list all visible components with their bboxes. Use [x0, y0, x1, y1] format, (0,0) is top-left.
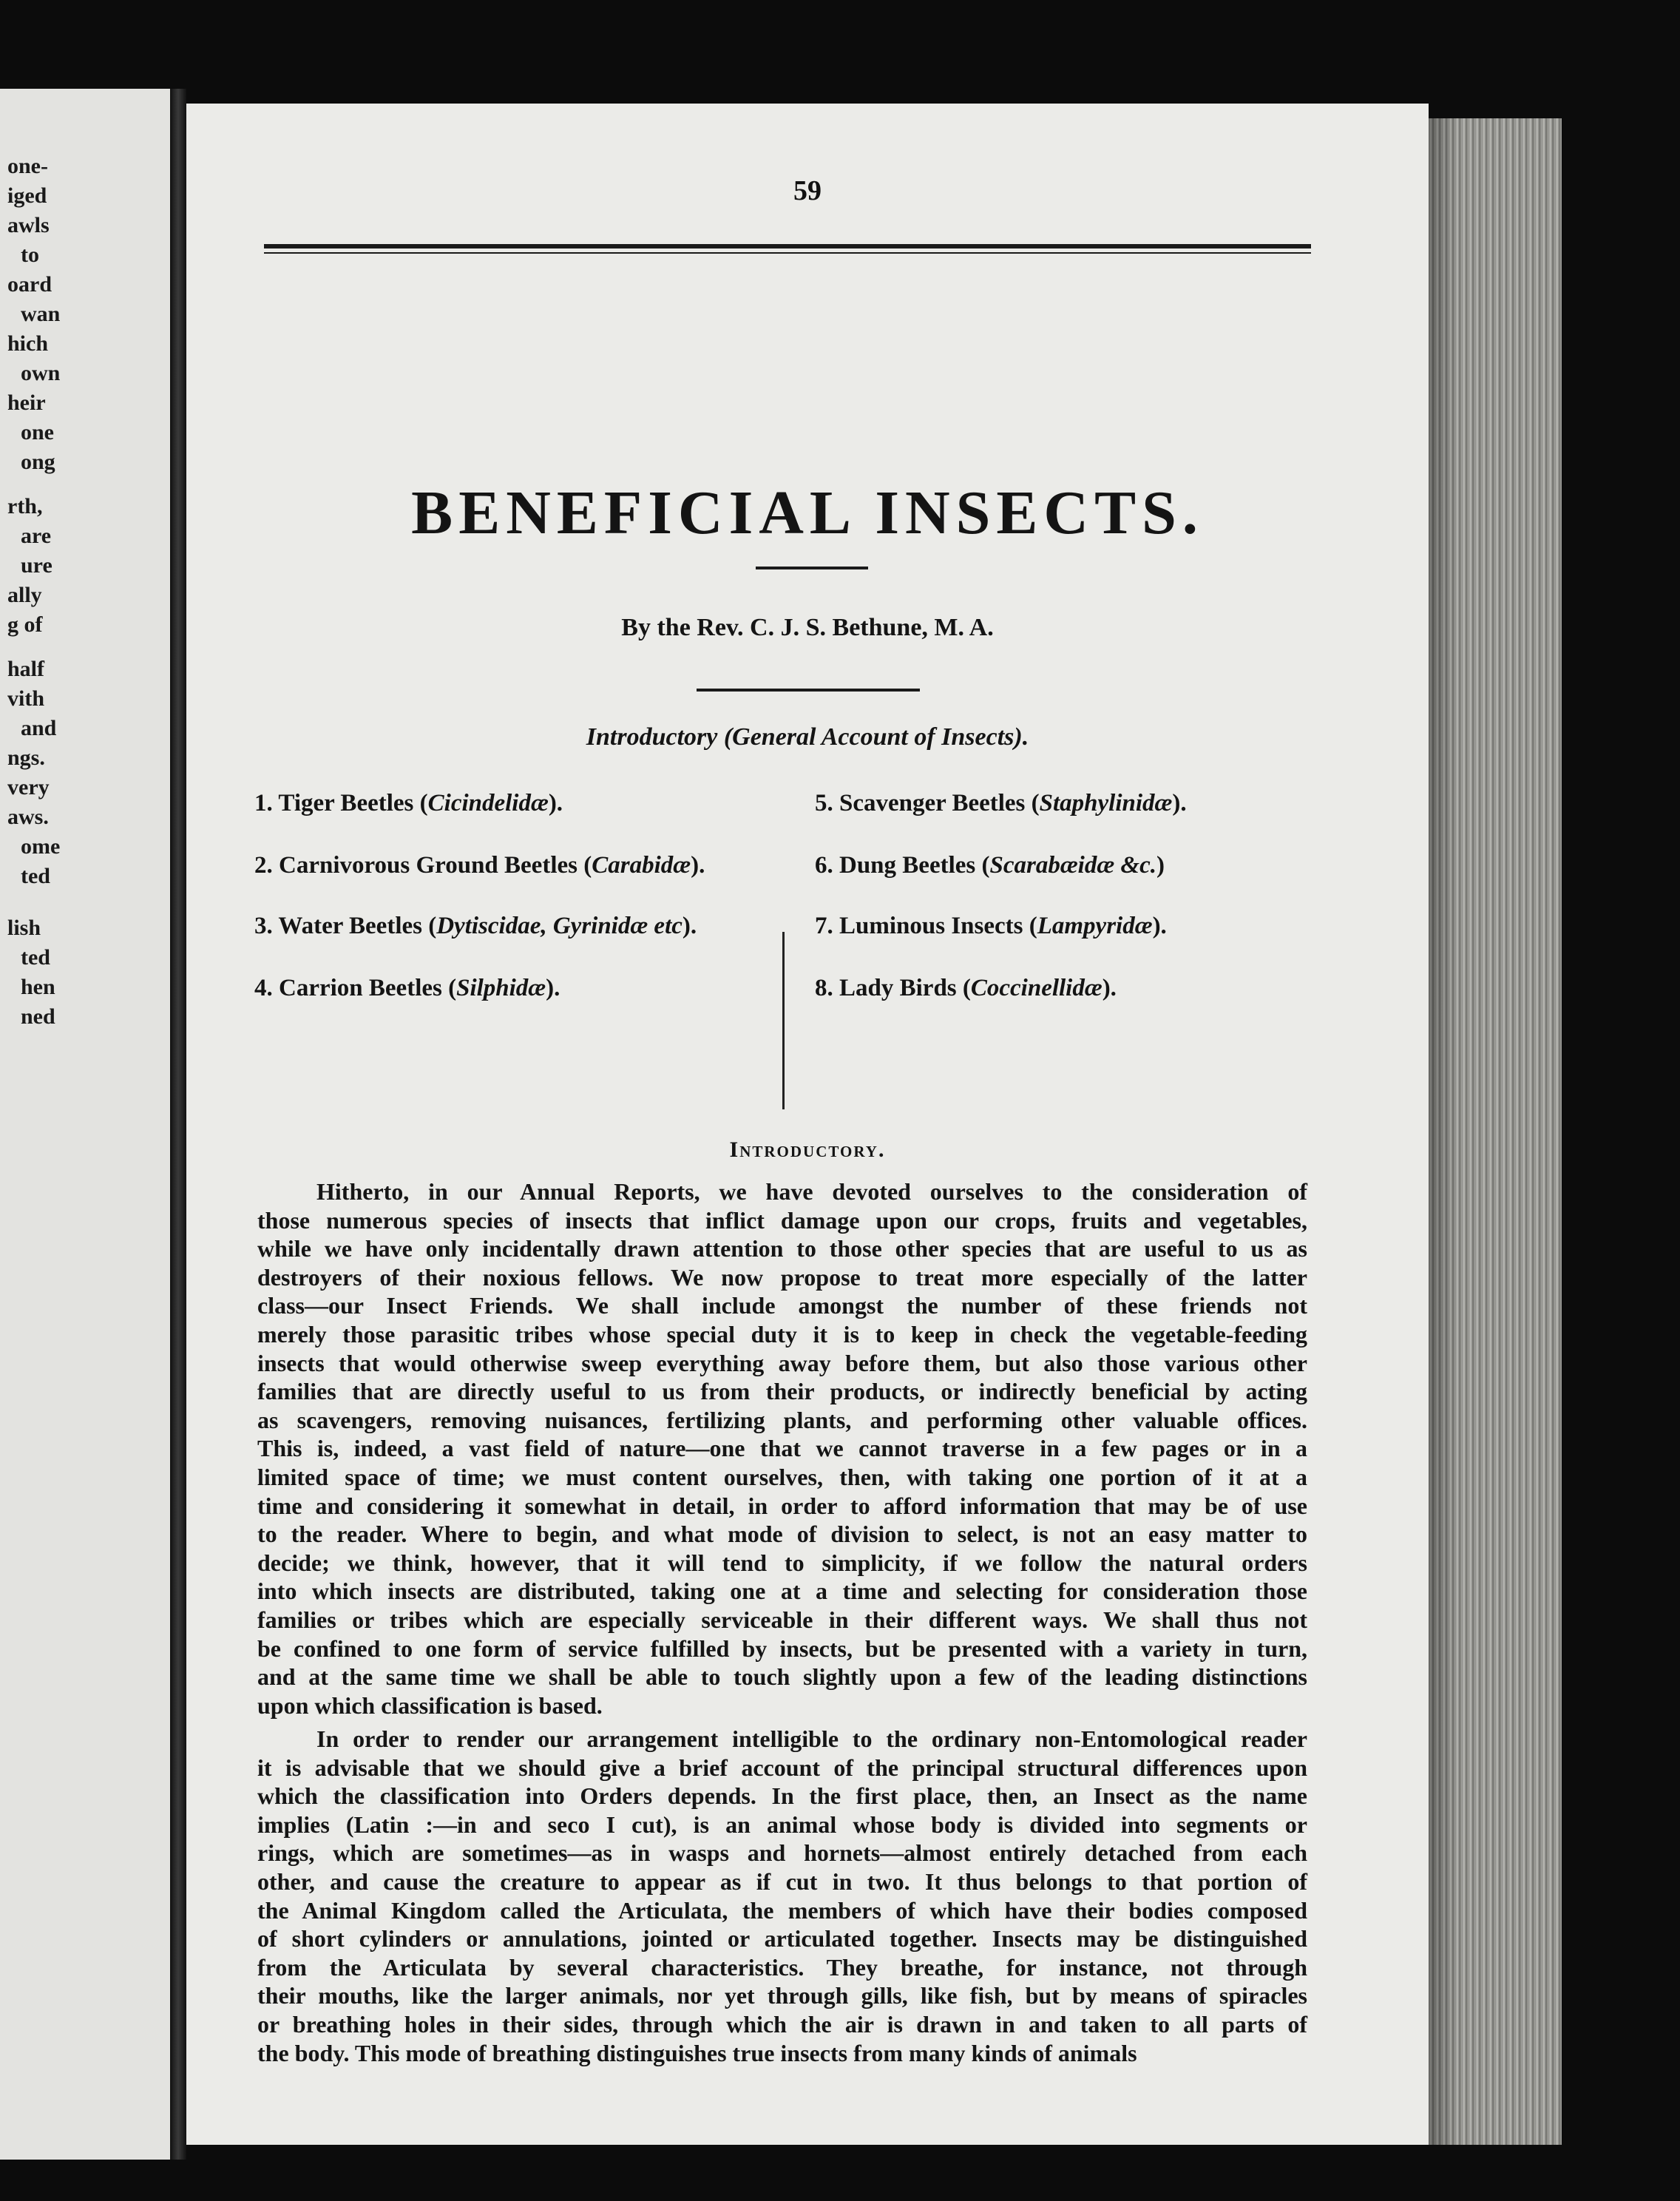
- contents-item-family: Lampyridæ: [1037, 913, 1153, 939]
- text-line: destroyers of their noxious fellows. We now propose to treat more especially of the latter: [257, 1263, 1307, 1291]
- contents-item-name: Luminous Insects (: [839, 913, 1037, 939]
- facing-page-text: ome: [21, 834, 61, 859]
- facing-page-text: ned: [21, 1004, 55, 1029]
- contents-item-name: Scavenger Beetles (: [839, 790, 1040, 816]
- contents-item-close: ).: [548, 790, 563, 816]
- contents-item: [254, 790, 563, 817]
- facing-page-fragment: [0, 89, 175, 2160]
- contents-heading: Introductory (General Account of Insects).: [586, 723, 1029, 751]
- facing-page-text: aws.: [7, 805, 49, 829]
- text-line: insects that would otherwise sweep everything away before them, but also those various other: [257, 1349, 1307, 1376]
- facing-page-text: vith: [7, 686, 45, 711]
- facing-page-text: oard: [7, 272, 52, 297]
- text-line: which the classification into Orders depends. In the first place, then, an Insect as the name: [257, 1782, 1307, 1810]
- facing-page-text: heir: [7, 390, 46, 415]
- facing-page-text: rth,: [7, 494, 43, 518]
- contents-item-close: ).: [1102, 975, 1117, 1001]
- text-line: those numerous species of insects that inflict damage upon our crops, fruits and vegetables,: [257, 1206, 1307, 1234]
- text-line: while we have only incidentally drawn attention to those other species that are useful to us as: [257, 1235, 1307, 1262]
- text-line: other, and cause the creature to appear as if cut in two. It thus belongs to that portion of: [257, 1868, 1307, 1895]
- text-line: be confined to one form of service fulfilled by insects, but be presented with a variety in turn,: [257, 1634, 1307, 1662]
- facing-page-text: awls: [7, 213, 50, 237]
- contents-item: [254, 913, 697, 940]
- text-line: upon which classification is based.: [257, 1691, 603, 1719]
- facing-page-text: ally: [7, 583, 42, 607]
- text-line: implies (Latin :—in and seco I cut), is an animal whose body is divided into segments or: [257, 1810, 1307, 1838]
- article-byline: By the Rev. C. J. S. Bethune, M. A.: [621, 614, 994, 641]
- page-edge-shadow: [1429, 118, 1458, 2145]
- facing-page-text: hen: [21, 975, 55, 999]
- contents-item-name: Carnivorous Ground Beetles (: [279, 852, 592, 879]
- facing-page-text: one: [21, 420, 54, 444]
- contents-item-name: Tiger Beetles (: [278, 790, 428, 816]
- text-line: to the reader. Where to begin, and what mode of division to select, is not an easy matter to: [257, 1521, 1307, 1548]
- text-line: decide; we think, however, that it will tend to simplicity, if we follow the natural orders: [257, 1549, 1307, 1576]
- facing-page-text: wan: [21, 302, 61, 326]
- contents-item-family: Scarabæidæ &c.: [989, 852, 1156, 879]
- text-line: limited space of time; we must content ourselves, then, with taking one portion of it at a: [257, 1464, 1307, 1490]
- contents-item-number: 5.: [815, 790, 839, 816]
- text-line: of short cylinders or annulations, jointed or articulated together. Insects may be distinguished: [257, 1925, 1307, 1952]
- facing-page-text: are: [21, 524, 52, 548]
- facing-page-text: ong: [21, 450, 55, 474]
- byline-rule: [697, 689, 920, 692]
- facing-page-text: hich: [7, 331, 49, 356]
- contents-item-number: 7.: [815, 913, 839, 939]
- contents-item-family: Silphidæ: [456, 975, 546, 1001]
- contents-item-number: 1.: [254, 790, 279, 816]
- contents-item-family: Staphylinidæ: [1039, 790, 1173, 816]
- contents-item: [815, 975, 1117, 1002]
- facing-page-text: one-: [7, 154, 48, 178]
- facing-page-text: ted: [21, 945, 50, 970]
- text-line: In order to render our arrangement intelligible to the ordinary non-Entomological reader: [316, 1725, 1307, 1752]
- section-heading: Introductory.: [729, 1137, 886, 1162]
- text-line: families that are directly useful to us from their products, or indirectly beneficial by acting: [257, 1378, 1307, 1405]
- text-line: rings, which are sometimes—as in wasps and hornets—almost entirely detached from each: [257, 1839, 1307, 1867]
- contents-item-close: ).: [1172, 790, 1187, 816]
- facing-page-text: iged: [7, 183, 47, 208]
- book-gutter: [170, 89, 186, 2160]
- contents-item-name: Lady Birds (: [839, 975, 971, 1001]
- text-line: This is, indeed, a vast field of nature—one that we cannot traverse in a few pages or in a: [257, 1435, 1307, 1462]
- contents-item: [254, 975, 560, 1002]
- facing-page-text: ted: [21, 864, 50, 888]
- text-line: and at the same time we shall be able to touch slightly upon a few of the leading distinctions: [257, 1663, 1307, 1691]
- facing-page-text: half: [7, 657, 45, 681]
- page-number: 59: [793, 175, 822, 206]
- contents-item-number: 3.: [254, 913, 279, 939]
- facing-page-text: very: [7, 775, 50, 799]
- header-rule-thin: [264, 252, 1311, 254]
- contents-item-number: 8.: [815, 975, 839, 1001]
- text-line: class—our Insect Friends. We shall include amongst the number of these friends not: [257, 1292, 1307, 1319]
- contents-divider: [782, 932, 785, 1109]
- text-line: into which insects are distributed, taking one at a time and selecting for consideration those: [257, 1578, 1307, 1605]
- contents-item-name: Water Beetles (: [278, 913, 437, 939]
- text-line: the Animal Kingdom called the Articulata, the members of which have their bodies composed: [257, 1896, 1307, 1924]
- contents-item: [815, 790, 1187, 817]
- book-page: [186, 104, 1429, 2145]
- contents-item-close: ).: [546, 975, 560, 1001]
- contents-item-family: Coccinellidæ: [970, 975, 1102, 1001]
- contents-item-close: ).: [682, 913, 697, 939]
- text-line: Hitherto, in our Annual Reports, we have devoted ourselves to the consideration of: [316, 1178, 1307, 1205]
- facing-page-text: lish: [7, 916, 41, 940]
- text-line: time and considering it somewhat in detail, in order to afford information that may be of use: [257, 1492, 1307, 1519]
- facing-page-text: g of: [7, 612, 43, 637]
- contents-item-name: Dung Beetles (: [839, 852, 990, 879]
- facing-page-text: ure: [21, 553, 52, 578]
- contents-item-family: Carabidæ: [592, 852, 691, 879]
- contents-item: [815, 852, 1165, 879]
- text-line: from the Articulata by several characteristics. They breathe, for instance, not through: [257, 1953, 1307, 1981]
- contents-item-family: Dytiscidae, Gyrinidæ etc: [436, 913, 682, 939]
- facing-page-text: own: [21, 361, 61, 385]
- contents-item-name: Carrion Beetles (: [279, 975, 457, 1001]
- contents-item-family: Cicindelidæ: [427, 790, 549, 816]
- facing-page-text: to: [21, 243, 39, 267]
- text-line: families or tribes which are especially serviceable in their different ways. We shall thus not: [257, 1606, 1307, 1633]
- text-line: the body. This mode of breathing distinguishes true insects from many kinds of animals: [257, 2039, 1137, 2066]
- text-line: it is advisable that we should give a brief account of the principal structural differences upon: [257, 1754, 1307, 1781]
- title-rule: [756, 567, 868, 569]
- contents-item-number: 4.: [254, 975, 279, 1001]
- contents-item-close: ).: [691, 852, 705, 879]
- contents-item-close: ).: [1152, 913, 1167, 939]
- facing-page-text: ngs.: [7, 746, 45, 770]
- text-line: their mouths, like the larger animals, nor yet through gills, like fish, but by means of spiracles: [257, 1982, 1307, 2009]
- contents-item-close: ): [1156, 852, 1165, 879]
- text-line: merely those parasitic tribes whose special duty it is to keep in check the vegetable-feeding: [257, 1321, 1307, 1348]
- facing-page-text: and: [21, 716, 57, 740]
- contents-item: [254, 852, 705, 879]
- contents-item: [815, 913, 1167, 940]
- contents-item-number: 2.: [254, 852, 279, 879]
- contents-item-number: 6.: [815, 852, 839, 879]
- header-rule-thick: [264, 244, 1311, 248]
- text-line: or breathing holes in their sides, through which the air is drawn in and taken to all parts of: [257, 2011, 1307, 2038]
- article-title: BENEFICIAL INSECTS.: [411, 479, 1204, 547]
- text-line: as scavengers, removing nuisances, fertilizing plants, and performing other valuable offices.: [257, 1406, 1307, 1433]
